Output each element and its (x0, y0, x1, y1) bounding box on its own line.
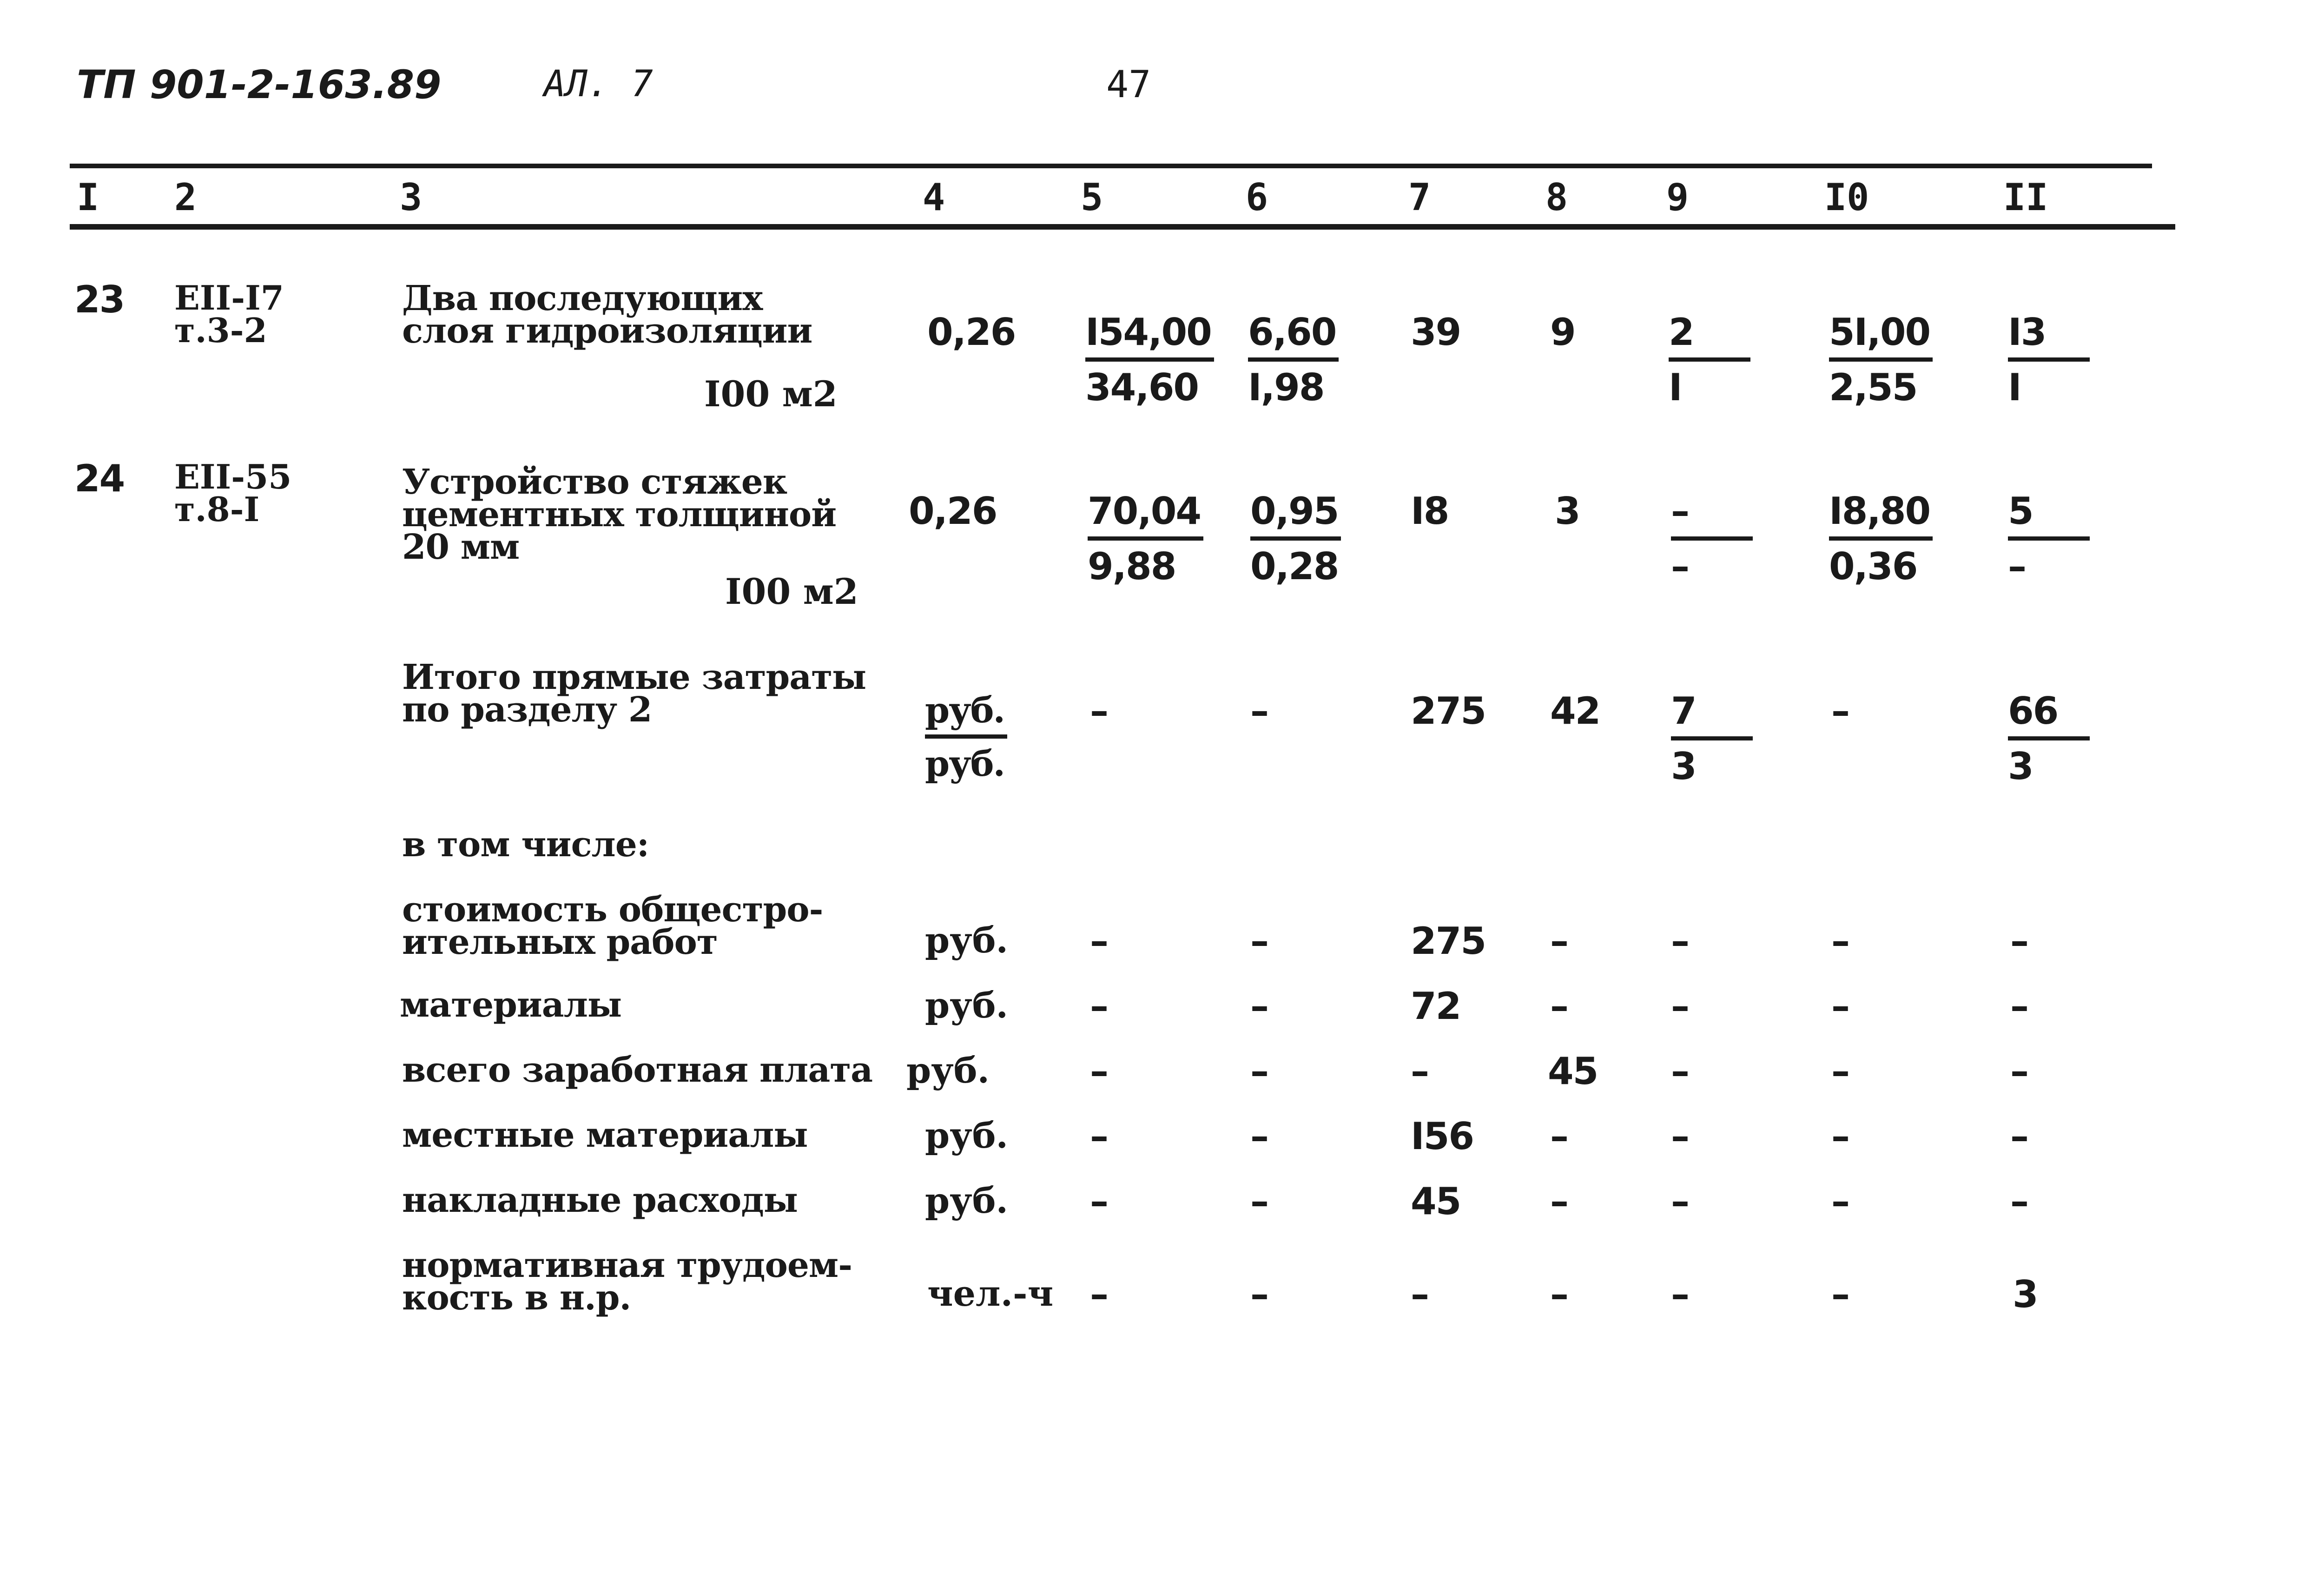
col6-value: – (1250, 919, 1269, 963)
col10-value: – (1831, 919, 1850, 963)
machine-cost-value: 0,95 (1250, 493, 1341, 541)
machine-cost-fraction (1248, 311, 1339, 409)
col9-fraction (1669, 311, 1750, 409)
total-labor-top: 66 (2008, 693, 2090, 740)
row-unit: руб. (925, 1180, 1008, 1221)
row-label-line-1: стоимость общестро- (402, 890, 823, 930)
total-label-line-1: Итого прямые затраты (402, 657, 866, 697)
col6-value: – (1250, 1273, 1269, 1316)
column-number-7: 7 (1408, 176, 1431, 219)
row-unit: руб. (925, 1115, 1008, 1156)
col9-value: – (1671, 919, 1690, 963)
col10-value: – (1831, 1050, 1850, 1093)
col6-value: – (1250, 1050, 1269, 1093)
col9-value: – (1671, 1115, 1690, 1158)
row-label-line-2: кость в н.р. (402, 1278, 631, 1318)
col8-value: 45 (1548, 1050, 1598, 1093)
col5-value: – (1090, 1115, 1109, 1158)
labor-total-top-value: 5 (2008, 493, 2090, 541)
total-cost: 275 (1411, 689, 1486, 733)
total-col5: – (1090, 689, 1109, 733)
labor-unit-fraction (1829, 489, 1933, 588)
row-number: 23 (74, 278, 125, 321)
total-labor-bottom: 3 (2008, 745, 2033, 788)
col11-value: – (2010, 985, 2029, 1028)
col7-value: 45 (1411, 1180, 1461, 1223)
unit-of-measure: I00 м2 (725, 571, 858, 612)
column-number-10: I0 (1824, 176, 1869, 219)
col11-value: – (2010, 1115, 2029, 1158)
norm-code: ЕII-55 (174, 457, 292, 496)
header-bottom-rule (70, 224, 2175, 230)
total-wage: 3 (1555, 489, 1580, 533)
unit-cost-fraction (1088, 489, 1203, 588)
col9-top-value: 2 (1669, 314, 1750, 362)
labor-total-top-value: I3 (2008, 314, 2090, 362)
col5-value: – (1090, 919, 1109, 963)
col6-value: – (1250, 985, 1269, 1028)
total-label-line-2: по разделу 2 (402, 690, 652, 730)
column-number-2: 2 (174, 176, 197, 219)
col5-value: – (1090, 1180, 1109, 1223)
column-number-11: II (2003, 176, 2048, 219)
col9-fraction (1671, 489, 1753, 588)
col10-value: – (1831, 1180, 1850, 1223)
unit-of-measure: I00 м2 (704, 373, 838, 415)
col8-value: – (1550, 985, 1569, 1028)
row-unit: руб. (906, 1050, 990, 1091)
col11-value: – (2010, 919, 2029, 963)
total-unit-bottom: руб. (925, 743, 1004, 784)
column-number-8: 8 (1545, 176, 1568, 219)
column-number-3: 3 (400, 176, 423, 219)
col7-value: – (1411, 1050, 1429, 1093)
quantity: 0,26 (927, 311, 1016, 354)
col7-value: – (1411, 1273, 1429, 1316)
col10-value: – (1831, 1273, 1850, 1316)
col10-value: – (1831, 1115, 1850, 1158)
col11-value: – (2010, 1050, 2029, 1093)
unit-wage-value: 34,60 (1085, 366, 1199, 409)
col5-value: – (1090, 1273, 1109, 1316)
norm-table: т.3-2 (174, 311, 267, 350)
unit-wage-value: 9,88 (1088, 545, 1176, 588)
col8-value: – (1550, 1115, 1569, 1158)
document-code: ТП 901-2-163.89 (77, 62, 442, 107)
total-col9-fraction (1671, 689, 1753, 788)
col9-top-value: – (1671, 493, 1753, 541)
row-label-line-2: ительных работ (402, 922, 718, 962)
labor-total-bottom-value: – (2008, 545, 2026, 588)
col8-value: – (1550, 1180, 1569, 1223)
col6-value: – (1250, 1180, 1269, 1223)
labor-total-fraction (2008, 489, 2090, 588)
column-number-9: 9 (1666, 176, 1689, 219)
unit-cost-fraction (1085, 311, 1214, 409)
total-col9-bottom: 3 (1671, 745, 1696, 788)
total-wage: 42 (1550, 689, 1600, 733)
quantity: 0,26 (909, 489, 997, 533)
col11-value: – (2010, 1180, 2029, 1223)
total-unit-top: руб. (925, 693, 1007, 739)
col9-bottom-value: I (1669, 366, 1682, 409)
row-label: местные материалы (402, 1115, 808, 1155)
labor-total-fraction (2008, 311, 2090, 409)
work-description-line-2: слоя гидроизоляции (402, 311, 812, 351)
row-unit: руб. (925, 985, 1008, 1026)
total-cost: I8 (1411, 489, 1449, 533)
total-wage: 9 (1550, 311, 1575, 354)
col5-value: – (1090, 1050, 1109, 1093)
column-number-6: 6 (1246, 176, 1268, 219)
unit-cost-value: I54,00 (1085, 314, 1214, 362)
norm-code: ЕII-I7 (174, 278, 284, 317)
row-label: материалы (400, 985, 622, 1025)
row-number: 24 (74, 457, 125, 500)
row-label: всего заработная плата (402, 1050, 873, 1090)
work-description-line-1: Устройство стяжек (402, 462, 787, 502)
labor-unit-bottom-value: 2,55 (1829, 366, 1917, 409)
col5-value: – (1090, 985, 1109, 1028)
norm-table: т.8-I (174, 489, 260, 529)
row-label: накладные расходы (402, 1180, 798, 1220)
col7-value: 275 (1411, 919, 1486, 963)
col8-value: – (1550, 1273, 1569, 1316)
col9-value: – (1671, 1050, 1690, 1093)
machine-cost-fraction (1250, 489, 1341, 588)
total-labor-fraction (2008, 689, 2090, 788)
total-col6: – (1250, 689, 1269, 733)
labor-unit-bottom-value: 0,36 (1829, 545, 1917, 588)
col9-value: – (1671, 1180, 1690, 1223)
row-unit: чел.-ч (927, 1273, 1054, 1314)
col11-value: 3 (2013, 1273, 2038, 1316)
labor-total-bottom-value: I (2008, 366, 2021, 409)
total-col10: – (1831, 689, 1850, 733)
row-unit: руб. (925, 919, 1008, 961)
header-top-rule (70, 164, 2152, 168)
labor-unit-top-value: 5I,00 (1829, 314, 1933, 362)
total-col9-top: 7 (1671, 693, 1753, 740)
column-number-5: 5 (1081, 176, 1103, 219)
col9-value: – (1671, 1273, 1690, 1316)
machine-wage-value: 0,28 (1250, 545, 1339, 588)
machine-wage-value: I,98 (1248, 366, 1324, 409)
row-label-line-1: нормативная трудоем- (402, 1245, 852, 1285)
col10-value: – (1831, 985, 1850, 1028)
column-number-1: I (77, 176, 99, 219)
labor-unit-top-value: I8,80 (1829, 493, 1933, 541)
col9-bottom-value: – (1671, 545, 1689, 588)
total-cost: 39 (1411, 311, 1461, 354)
col9-value: – (1671, 985, 1690, 1028)
column-number-4: 4 (923, 176, 945, 219)
sheet-label: АЛ. 7 (544, 63, 653, 105)
work-description-line-3: 20 мм (402, 527, 520, 567)
col6-value: – (1250, 1115, 1269, 1158)
col7-value: I56 (1411, 1115, 1474, 1158)
unit-cost-value: 70,04 (1088, 493, 1203, 541)
col8-value: – (1550, 919, 1569, 963)
col7-value: 72 (1411, 985, 1461, 1028)
machine-cost-value: 6,60 (1248, 314, 1339, 362)
work-description-line-1: Два последующих (402, 278, 763, 318)
labor-unit-fraction (1829, 311, 1933, 409)
work-description-line-2: цементных толщиной (402, 495, 837, 535)
including-label: в том числе: (402, 825, 649, 865)
page-number: 47 (1106, 63, 1151, 106)
total-unit-fraction (925, 689, 1007, 784)
